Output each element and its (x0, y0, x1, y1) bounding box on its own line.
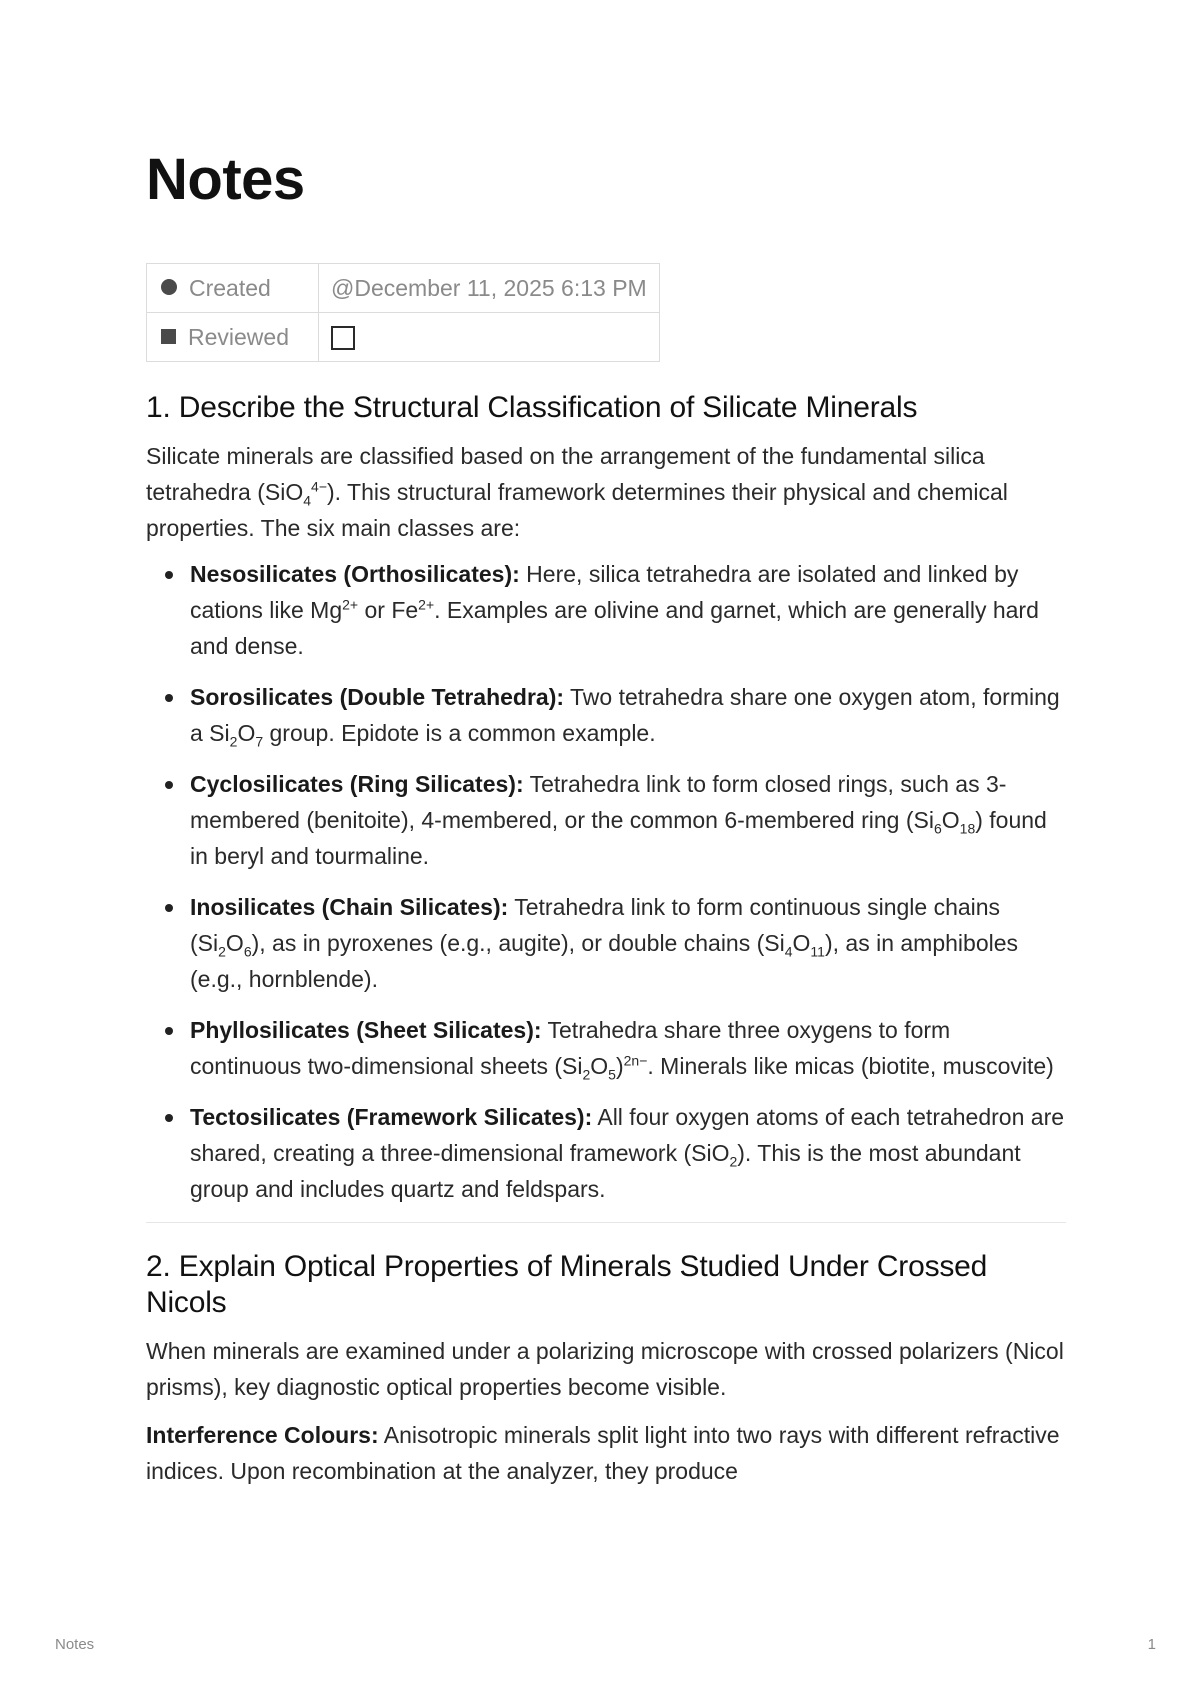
list-item: Sorosilicates (Double Tetrahedra): Two tetrahedra share one oxygen atom, forming a $Si_2O_7$ group. Epidote is a common example. (146, 679, 1066, 751)
list-item: Nesosilicates (Orthosilicates): Here, silica tetrahedra are isolated and linked by cations like $Mg^{2+}$ or $Fe^{2+}$. Examples are olivine and garnet, which are generally hard and dense. (146, 556, 1066, 664)
bullet-icon (165, 781, 173, 789)
property-label: Created (189, 274, 271, 301)
bullet-icon (165, 571, 173, 579)
section-2-heading: 2. Explain Optical Properties of Minerals Studied Under Crossed Nicols (146, 1250, 988, 1319)
section-1-heading: 1. Describe the Structural Classification of Silicate Minerals (146, 391, 918, 424)
footer-title: Notes (55, 1636, 95, 1653)
property-key (147, 264, 319, 313)
created-value[interactable]: @December 11, 2025 6:13 PM (319, 264, 660, 313)
bullet-icon (165, 694, 173, 702)
silicate-class-list (146, 556, 1066, 1207)
bullet-icon (165, 1027, 173, 1035)
bullet-icon (165, 1114, 173, 1122)
page-title: Notes (146, 147, 305, 212)
property-label: Reviewed (188, 323, 289, 350)
list-item: Tectosilicates (Framework Silicates): All four oxygen atoms of each tetrahedron are shared, creating a three-dimensional framework (SiO$_2$). This is the most abundant group and includes quartz and feldspars. (146, 1099, 1066, 1207)
reviewed-checkbox[interactable] (331, 326, 355, 350)
section-1-intro: Silicate minerals are classified based on the arrangement of the fundamental silica tetrahedra (SiO$_4^{4-}$). This structural framework determines their physical and chemical properties. The six main classes are: (146, 443, 1008, 541)
reviewed-value (319, 313, 660, 362)
interference-colours-paragraph: Interference Colours: Anisotropic minerals split light into two rays with different refractive indices. Upon recombination at the analyzer, they produce (146, 1422, 1060, 1484)
list-item: Phyllosilicates (Sheet Silicates): Tetrahedra share three oxygens to form continuous two-dimensional sheets $(Si_2O_5)^{2n-}$. Minerals like micas (biotite, muscovite) (146, 1012, 1066, 1084)
page-content (146, 140, 1066, 1489)
list-item: Inosilicates (Chain Silicates): Tetrahedra link to form continuous single chains $(Si_2O_6)$, as in pyroxenes (e.g., augite), or double chains $(Si_4O_{11})$, as in amphiboles (e.g., hornblende). (146, 889, 1066, 997)
checkbox-property-icon (161, 329, 176, 344)
section-divider (146, 1222, 1066, 1223)
section-2-intro: When minerals are examined under a polarizing microscope with crossed polarizers (Nicol prisms), key diagnostic optical properties become visible. (146, 1338, 1064, 1400)
properties-table (146, 263, 660, 362)
list-item: Cyclosilicates (Ring Silicates): Tetrahedra link to form closed rings, such as 3-membered (benitoite), 4-membered, or the common 6-membered ring $(Si_6O_{18})$ found in beryl and tourmaline. (146, 766, 1066, 874)
bullet-icon (165, 904, 173, 912)
page-number: 1 (1147, 1636, 1156, 1653)
clock-icon (161, 279, 177, 295)
property-row-created (147, 264, 660, 313)
property-key (147, 313, 319, 362)
property-row-reviewed (147, 313, 660, 362)
